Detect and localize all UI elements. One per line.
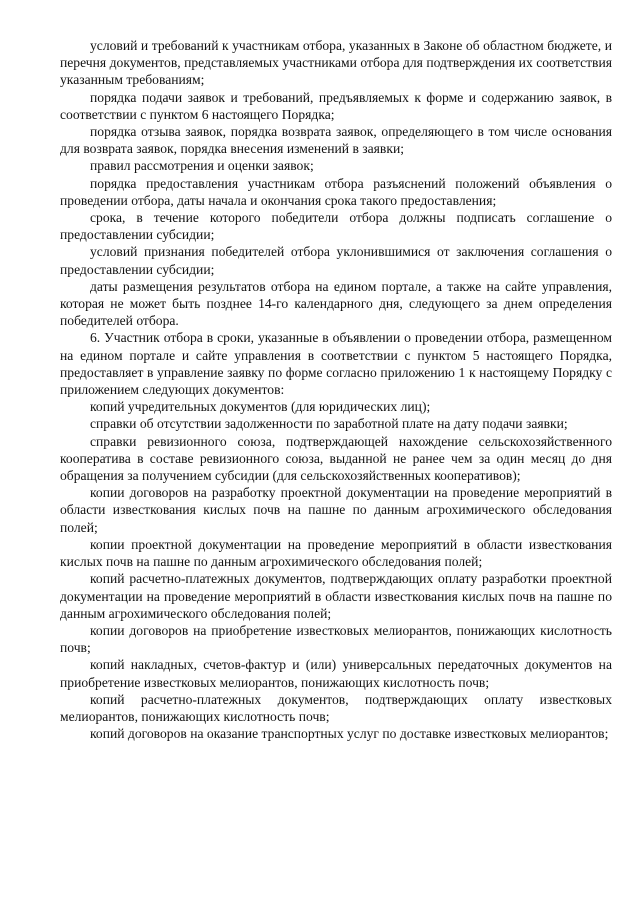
list-item: копий учредительных документов (для юридических лиц); bbox=[90, 399, 431, 415]
list-item: копий расчетно-платежных документов, подтверждающих оплату разработки проектной документации на проведение мероприятий в области известкования кислых почв на пашне по данным агрохимического обследования полей; bbox=[60, 571, 612, 621]
list-item: срока, в течение которого победители отбора должны подписать соглашение о предоставлении субсидии; bbox=[60, 210, 612, 243]
list-item: правил рассмотрения и оценки заявок; bbox=[90, 158, 314, 174]
list-item: порядка предоставления участникам отбора разъяснений положений объявления о проведении отбора, даты начала и окончания срока такого предоставления; bbox=[60, 175, 612, 208]
list-item: копии договоров на приобретение известковых мелиорантов, понижающих кислотность почв; bbox=[60, 622, 612, 656]
list-item: копии договоров на разработку проектной документации на проведение мероприятий в области известкования кислых почв на пашне по данным агрохимического обследования полей; bbox=[60, 485, 612, 535]
list-item: условий и требований к участникам отбора, указанных в Законе об областном бюджете, и перечня документов, представляемых участниками отбора для подтверждения их соответствия указанным требованиям; bbox=[60, 38, 612, 88]
document-page bbox=[60, 37, 612, 742]
list-item: копий расчетно-платежных документов, подтверждающих оплату известковых мелиорантов, понижающих кислотность почв; bbox=[60, 691, 612, 724]
list-item: справки об отсутствии задолженности по заработной плате на дату подачи заявки; bbox=[90, 416, 568, 432]
list-item: справки ревизионного союза, подтверждающей нахождение сельскохозяйственного кооператива в составе ревизионного союза, выданной не ранее чем за один месяц до дня обращения за получением субсидии (для сельскохозяйственных кооперативов); bbox=[60, 433, 612, 484]
list-item: условий признания победителей отбора уклонившимися от заключения соглашения о предоставлении субсидии; bbox=[60, 244, 612, 277]
list-item: копии проектной документации на проведение мероприятий в области известкования кислых почв на пашне по данным агрохимического обследования полей; bbox=[60, 536, 612, 570]
list-item: порядка отзыва заявок, порядка возврата заявок, определяющего в том числе основания для возврата заявок, порядка внесения изменений в заявки; bbox=[60, 124, 612, 157]
list-item: даты размещения результатов отбора на едином портале, а также на сайте управления, которая не может быть позднее 14-го календарного дня, следующего за днем определения победителей отбора. bbox=[60, 278, 612, 329]
section-paragraph: 6. Участник отбора в сроки, указанные в объявлении о проведении отбора, размещенном на едином портале и сайте управления в соответствии с пунктом 5 настоящего Порядка, предоставляет в управление заявку по форме согласно приложению 1 к настоящему Порядку с приложением следующих документов: bbox=[60, 330, 612, 398]
list-item: порядка подачи заявок и требований, предъявляемых к форме и содержанию заявок, в соответствии с пунктом 6 настоящего Порядка; bbox=[60, 89, 612, 122]
list-item: копий договоров на оказание транспортных услуг по доставке известковых мелиорантов; bbox=[90, 726, 609, 742]
list-item: копий накладных, счетов-фактур и (или) универсальных передаточных документов на приобретение известковых мелиорантов, понижающих кислотность почв; bbox=[60, 657, 612, 690]
